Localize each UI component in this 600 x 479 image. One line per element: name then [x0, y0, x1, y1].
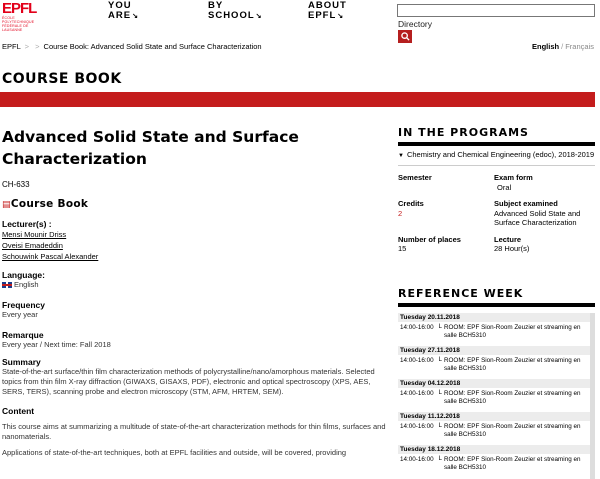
caret-down-icon: ▼ — [398, 153, 404, 159]
language-value: English — [2, 280, 390, 290]
schedule-slot: 14:00-16:00 L ROOM: EPF Sion-Room Zeuzier et streaming en salle BCH5310 — [398, 421, 590, 445]
content-text: This course aims at summarizing a multitude of state-of-the-art characterization methods for thin films, surfaces and nanomaterials. — [2, 422, 386, 441]
lecture-value: 28 Hour(s) — [494, 244, 530, 253]
programs-panel — [398, 126, 595, 254]
red-banner — [0, 92, 595, 107]
breadcrumb-root[interactable]: EPFL — [2, 42, 21, 51]
lang-separator: / — [561, 42, 564, 51]
coursebook-link[interactable]: ▤Course Book — [2, 198, 89, 210]
nav-you-are[interactable]: YOU ARE↘ — [108, 0, 139, 21]
epfl-logo[interactable] — [2, 1, 38, 31]
lang-english[interactable]: English — [532, 42, 560, 51]
summary-label: Summary — [2, 357, 41, 367]
slot-marker-icon: L — [438, 390, 442, 396]
subject-value: Advanced Solid State and Surface Characterization — [494, 208, 581, 227]
reference-week-schedule[interactable] — [398, 313, 595, 479]
day-header: Tuesday 20.11.2018 — [398, 313, 590, 322]
section-title: COURSE BOOK — [2, 71, 122, 87]
uk-flag-icon — [2, 282, 12, 288]
schedule-slot: 14:00-16:00 L ROOM: EPF Sion-Room Zeuzier et streaming en salle BCH5310 — [398, 454, 590, 478]
reference-week-panel — [398, 287, 595, 479]
day-header: Tuesday 04.12.2018 — [398, 379, 590, 388]
frequency-value: Every year — [2, 310, 38, 319]
nav-about-epfl[interactable]: ABOUT EPFL↘ — [308, 0, 347, 21]
language-switcher — [532, 42, 594, 51]
schedule-slot: 14:00-16:00 L ROOM: EPF Sion-Room Zeuzier et streaming en salle BCH5310 — [398, 322, 590, 346]
nav-by-school[interactable]: BY SCHOOL↘ — [208, 0, 263, 21]
heading-rule — [398, 303, 595, 307]
schedule-slot: 14:00-16:00 L ROOM: EPF Sion-Room Zeuzier et streaming en salle BCH5310 — [398, 355, 590, 379]
semester-label: Semester — [398, 173, 432, 182]
lecturers-list — [2, 229, 390, 262]
subject-label: Subject examined — [494, 199, 558, 208]
language-label: Language: — [2, 270, 45, 280]
schedule-slot: 14:00-16:00 L ROOM: EPF Sion-Room Zeuzier et streaming en salle BCH5310 — [398, 388, 590, 412]
day-header: Tuesday 18.12.2018 — [398, 445, 590, 454]
credits-value: 2 — [398, 208, 403, 218]
places-value: 15 — [398, 244, 407, 253]
day-header: Tuesday 27.11.2018 — [398, 346, 590, 355]
course-title: Advanced Solid State and Surface Characterization — [2, 128, 299, 168]
arrow-icon: ↘ — [337, 13, 345, 20]
breadcrumb — [2, 42, 262, 51]
day-header: Tuesday 11.12.2018 — [398, 412, 590, 421]
frequency-label: Frequency — [2, 300, 45, 310]
reference-week-heading: REFERENCE WEEK — [398, 287, 524, 300]
slot-marker-icon: L — [438, 456, 442, 462]
search-directory-label[interactable]: Directory — [398, 19, 433, 29]
slot-marker-icon: L — [438, 324, 442, 330]
lecture-label: Lecture — [494, 234, 522, 244]
arrow-icon: ↘ — [255, 13, 263, 20]
exam-form-value: Oral — [497, 182, 512, 192]
summary-text: State-of-the-art surface/thin film characterization methods of polycrystalline/nano/amorphous materials. Selected topics from thin film X-ray diffraction (GIWAXS, GISAXS, PDF), electronic and optical spectroscopy (XPS, AES, SERS, TERS), scanning probe and electron microscopy (STM, AFM, HRTEM, SEM). — [2, 367, 375, 396]
exam-form-label: Exam form — [494, 173, 533, 182]
places-label: Number of places — [398, 234, 461, 244]
program-details — [398, 173, 595, 254]
lecturer-link[interactable]: Schouwink Pascal Alexander — [2, 252, 99, 261]
logo-subtitle-1: ÉCOLE POLYTECHNIQUE — [2, 16, 35, 24]
course-code: CH-633 — [2, 180, 30, 189]
search-input[interactable] — [397, 4, 595, 17]
main-content — [2, 126, 390, 458]
arrow-icon: ↘ — [132, 13, 139, 20]
scrollbar-thumb[interactable] — [590, 423, 595, 479]
search-icon — [401, 32, 410, 41]
slot-marker-icon: L — [438, 357, 442, 363]
pdf-icon: ▤ — [2, 200, 11, 210]
lang-french[interactable]: Français — [565, 42, 594, 51]
credits-label: Credits — [398, 199, 424, 208]
logo-subtitle-2: FÉDÉRALE DE LAUSANNE — [2, 24, 29, 32]
breadcrumb-current: Course Book: Advanced Solid State and Surface Characterization — [43, 42, 262, 51]
lecturer-link[interactable]: Oveisi Emadeddin — [2, 241, 63, 250]
lecturer-link[interactable]: Mensi Mounir Driss — [2, 230, 67, 239]
lecturers-label: Lecturer(s) : — [2, 219, 52, 229]
search-button[interactable] — [398, 30, 412, 43]
logo-mark: EPFL — [2, 0, 37, 17]
remarque-label: Remarque — [2, 330, 44, 340]
program-toggle[interactable]: ▼ Chemistry and Chemical Engineering (edoc), 2018-2019 — [398, 146, 595, 166]
remarque-value: Every year / Next time: Fall 2018 — [2, 340, 111, 349]
content-label: Content — [2, 406, 35, 416]
slot-marker-icon: L — [438, 423, 442, 429]
content-text: Applications of state-of-the-art techniques, both at EPFL facilities and outside, will be covered, providing — [2, 448, 347, 457]
breadcrumb-separator: > — [24, 42, 29, 51]
breadcrumb-separator: > — [35, 42, 40, 51]
programs-heading: IN THE PROGRAMS — [398, 126, 529, 139]
